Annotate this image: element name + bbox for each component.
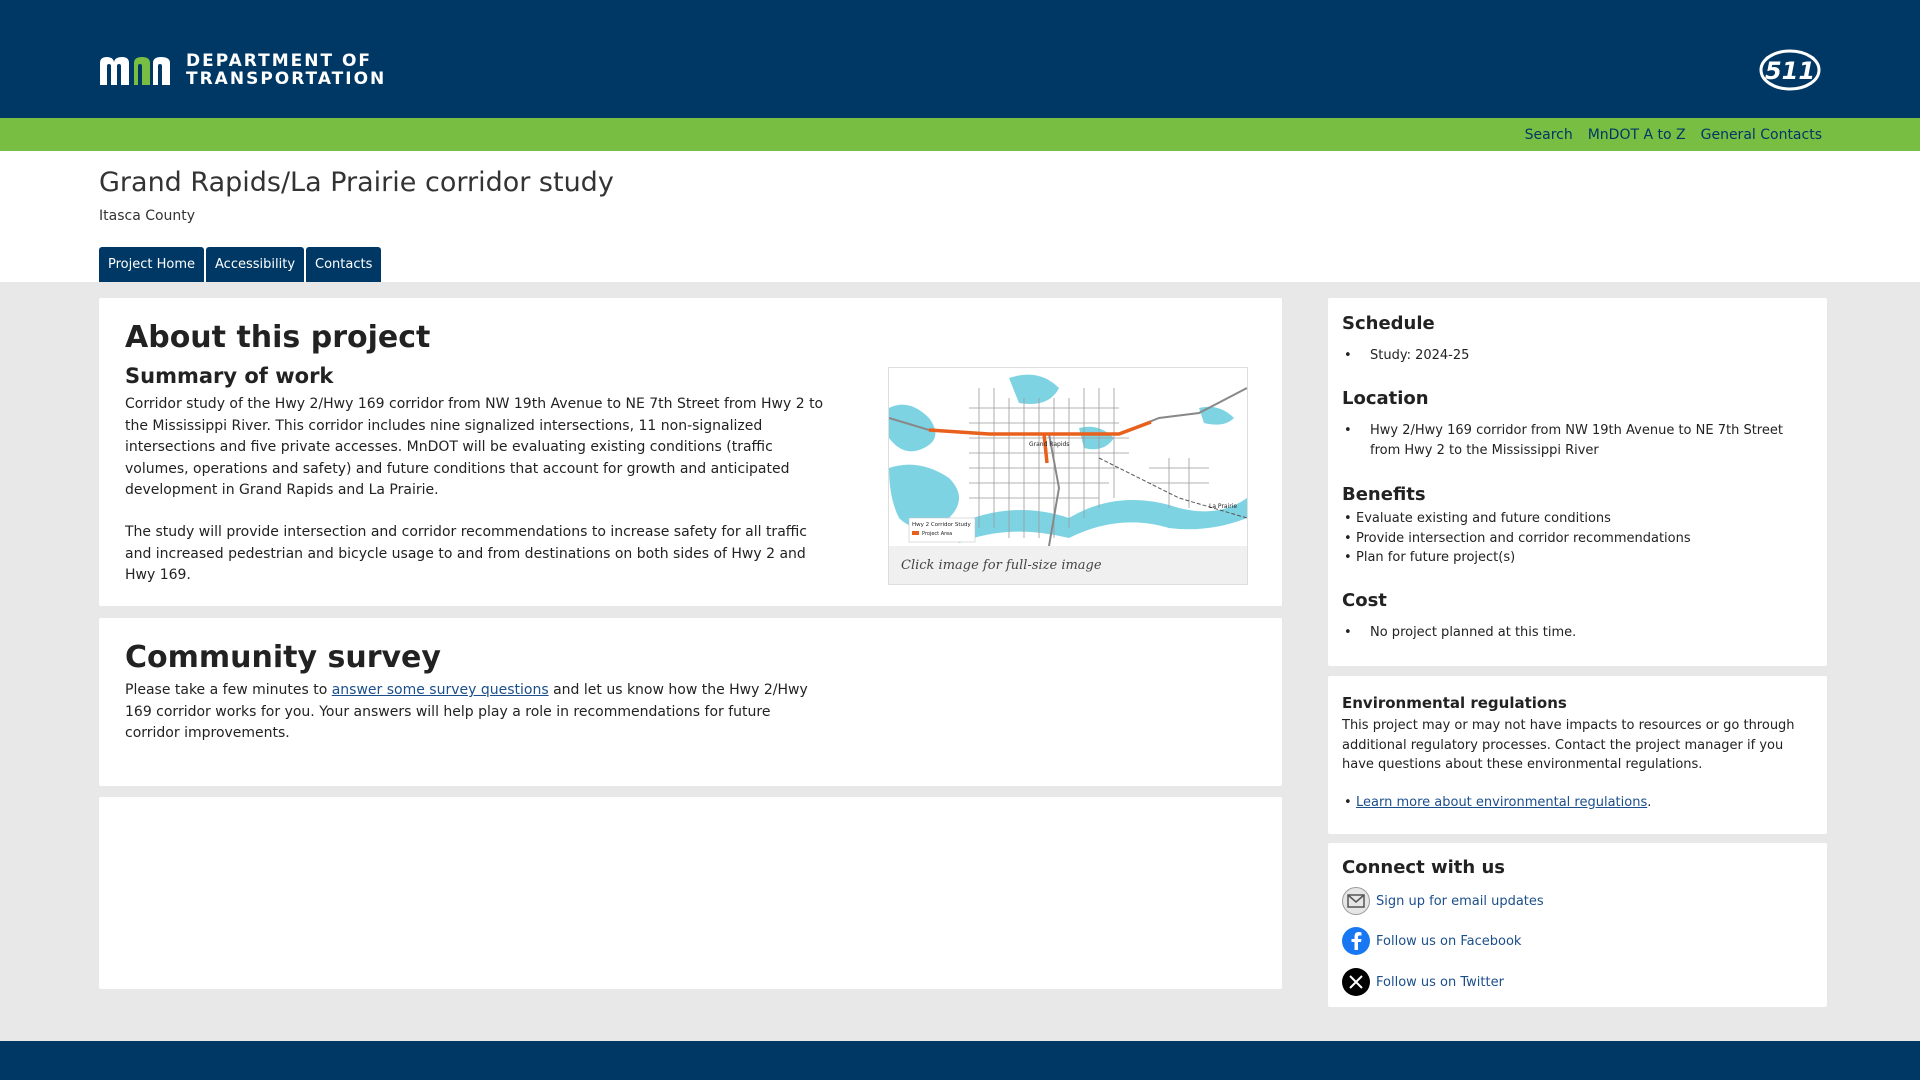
connect-twitter[interactable] xyxy=(1342,967,1504,997)
project-map-figure[interactable] xyxy=(888,367,1248,585)
utility-link-search[interactable]: Search xyxy=(1524,126,1573,143)
environmental-card xyxy=(1328,676,1827,834)
benefit-item: • Evaluate existing and future conditions xyxy=(1342,509,1691,529)
site-footer xyxy=(0,1041,1920,1080)
summary-heading: Summary of work xyxy=(125,364,334,388)
x-twitter-icon xyxy=(1342,968,1370,996)
tab-contacts[interactable]: Contacts xyxy=(306,247,381,282)
about-heading: About this project xyxy=(125,320,431,355)
site-header xyxy=(0,0,1920,118)
schedule-heading: Schedule xyxy=(1342,313,1435,334)
tab-accessibility[interactable]: Accessibility xyxy=(206,247,304,282)
connect-card xyxy=(1328,843,1827,1007)
svg-text:511: 511 xyxy=(1764,57,1816,85)
mn-logo-icon xyxy=(98,53,174,87)
benefit-item: • Plan for future project(s) xyxy=(1342,548,1691,568)
logo-text-line1: DEPARTMENT OF xyxy=(186,51,373,71)
location-list xyxy=(1342,421,1802,460)
connect-heading: Connect with us xyxy=(1342,857,1505,878)
connect-email[interactable] xyxy=(1342,886,1544,916)
about-card xyxy=(99,298,1282,606)
project-map-image xyxy=(889,368,1247,546)
survey-link[interactable]: answer some survey questions xyxy=(331,682,549,698)
logo-text-line2: TRANSPORTATION xyxy=(186,69,387,89)
survey-card xyxy=(99,618,1282,786)
project-details-card xyxy=(1328,298,1827,666)
email-icon xyxy=(1342,887,1370,915)
environmental-text: This project may or may not have impacts to resources or go through additional regulatory processes. Contact the project manager if you have questions about these environmental regulations. xyxy=(1342,718,1795,772)
survey-text-before: Please take a few minutes to xyxy=(125,682,332,698)
map-label-la-prairie: La Prairie xyxy=(1209,503,1238,510)
title-area xyxy=(0,151,1920,282)
map-legend-item: Project Area xyxy=(922,531,953,537)
benefits-heading: Benefits xyxy=(1342,484,1426,505)
twitter-link[interactable]: Follow us on Twitter xyxy=(1376,974,1504,990)
cost-list xyxy=(1342,623,1576,643)
mndot-logo[interactable] xyxy=(98,50,386,90)
benefit-item: • Provide intersection and corridor recommendations xyxy=(1342,529,1691,549)
cost-item: • No project planned at this time. xyxy=(1342,623,1576,643)
page-tabs xyxy=(99,247,381,282)
benefits-list xyxy=(1342,509,1691,568)
summary-paragraph-2: The study will provide intersection and corridor recommendations to increase safety for all traffic and increased pedestrian and bicycle usage to and from destinations on both sides of Hwy 2 and Hwy 169. xyxy=(125,524,808,583)
tab-project-home[interactable]: Project Home xyxy=(99,247,204,282)
email-signup-link[interactable]: Sign up for email updates xyxy=(1376,893,1544,909)
survey-paragraph xyxy=(125,680,825,745)
page-title: Grand Rapids/La Prairie corridor study xyxy=(99,167,614,198)
environmental-link-list: • Learn more about environmental regulations. xyxy=(1342,793,1651,813)
511-badge-icon[interactable] xyxy=(1758,48,1822,92)
utility-bar xyxy=(0,118,1920,151)
utility-link-a-to-z[interactable]: MnDOT A to Z xyxy=(1587,126,1686,143)
schedule-item: • Study: 2024-25 xyxy=(1342,346,1469,366)
map-legend-title: Hwy 2 Corridor Study xyxy=(912,522,971,528)
connect-facebook[interactable] xyxy=(1342,926,1521,956)
empty-card xyxy=(99,797,1282,989)
schedule-list xyxy=(1342,346,1469,366)
summary-paragraph-1: Corridor study of the Hwy 2/Hwy 169 corridor from NW 19th Avenue to NE 7th Street from Hwy 2 to the Mississippi River. This corridor includes nine signalized intersections, 11 non-signalized intersections and five private accesses. MnDOT will be evaluating existing conditions (traffic volumes, operations and safety) and future conditions that account for growth and anticipated development in Grand Rapids and La Prairie. xyxy=(125,396,824,498)
facebook-icon xyxy=(1342,927,1370,955)
survey-text-after: and let us know how the Hwy 2/Hwy 169 corridor works for you. Your answers will help play a role in recommendations for future corridor improvements. xyxy=(125,682,808,741)
cost-heading: Cost xyxy=(1342,590,1387,611)
facebook-link[interactable]: Follow us on Facebook xyxy=(1376,933,1522,949)
environmental-link[interactable]: Learn more about environmental regulations xyxy=(1356,795,1648,810)
location-heading: Location xyxy=(1342,388,1429,409)
environmental-heading: Environmental regulations xyxy=(1342,694,1567,712)
location-item: • Hwy 2/Hwy 169 corridor from NW 19th Avenue to NE 7th Street from Hwy 2 to the Mississippi River xyxy=(1342,421,1802,460)
page-subtitle: Itasca County xyxy=(99,208,196,224)
survey-heading: Community survey xyxy=(125,640,441,675)
map-caption: Click image for full-size image xyxy=(901,558,1102,573)
map-label-grand-rapids: Grand Rapids xyxy=(1029,441,1070,448)
utility-link-general-contacts[interactable]: General Contacts xyxy=(1700,126,1822,143)
